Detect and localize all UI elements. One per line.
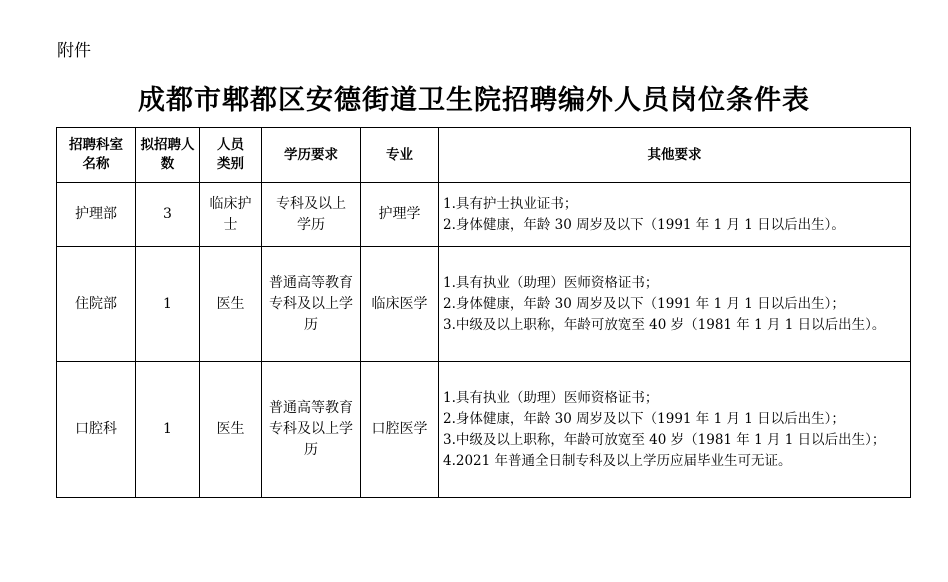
cell-major: 临床医学	[361, 247, 439, 362]
cell-education: 专科及以上学历	[262, 183, 361, 247]
cell-dept: 口腔科	[57, 362, 136, 498]
cell-major: 护理学	[361, 183, 439, 247]
cell-count: 1	[136, 247, 200, 362]
table-row	[57, 183, 911, 247]
table-header-row	[57, 128, 911, 183]
cell-count: 1	[136, 362, 200, 498]
header-other: 其他要求	[439, 128, 911, 183]
cell-category: 医生	[200, 247, 262, 362]
requirement-line: 2.身体健康，年龄 30 周岁及以下（1991 年 1 月 1 日以后出生）。	[443, 216, 845, 233]
cell-count: 3	[136, 183, 200, 247]
cell-requirements	[439, 183, 911, 247]
cell-category: 临床护士	[200, 183, 262, 247]
header-dept: 招聘科室名称	[57, 128, 136, 183]
requirement-line: 2.身体健康，年龄 30 周岁及以下（1991 年 1 月 1 日以后出生）；	[443, 410, 845, 427]
requirement-line: 4.2021 年普通全日制专科及以上学历应届毕业生可无证。	[443, 452, 792, 469]
table-row	[57, 362, 911, 498]
cell-education: 普通高等教育专科及以上学历	[262, 247, 361, 362]
cell-category: 医生	[200, 362, 262, 498]
header-major: 专业	[361, 128, 439, 183]
requirement-line: 2.身体健康，年龄 30 周岁及以下（1991 年 1 月 1 日以后出生）；	[443, 295, 845, 312]
requirement-line: 1.具有护士执业证书；	[443, 195, 578, 212]
cell-dept: 护理部	[57, 183, 136, 247]
requirement-line: 1.具有执业（助理）医师资格证书；	[443, 389, 659, 406]
requirement-line: 1.具有执业（助理）医师资格证书；	[443, 274, 659, 291]
position-requirements-table	[56, 127, 911, 498]
attachment-label: 附件	[57, 41, 91, 61]
requirement-line: 3.中级及以上职称，年龄可放宽至 40 岁（1981 年 1 月 1 日以后出生）；	[443, 431, 886, 448]
header-education: 学历要求	[262, 128, 361, 183]
cell-requirements	[439, 247, 911, 362]
page-title: 成都市郫都区安德街道卫生院招聘编外人员岗位条件表	[138, 85, 810, 116]
cell-requirements	[439, 362, 911, 498]
header-count: 拟招聘人 数	[136, 128, 200, 183]
cell-major: 口腔医学	[361, 362, 439, 498]
cell-dept: 住院部	[57, 247, 136, 362]
requirement-line: 3.中级及以上职称，年龄可放宽至 40 岁（1981 年 1 月 1 日以后出生）。	[443, 316, 886, 333]
header-category: 人员类别	[200, 128, 262, 183]
table-row	[57, 247, 911, 362]
cell-education: 普通高等教育专科及以上学历	[262, 362, 361, 498]
